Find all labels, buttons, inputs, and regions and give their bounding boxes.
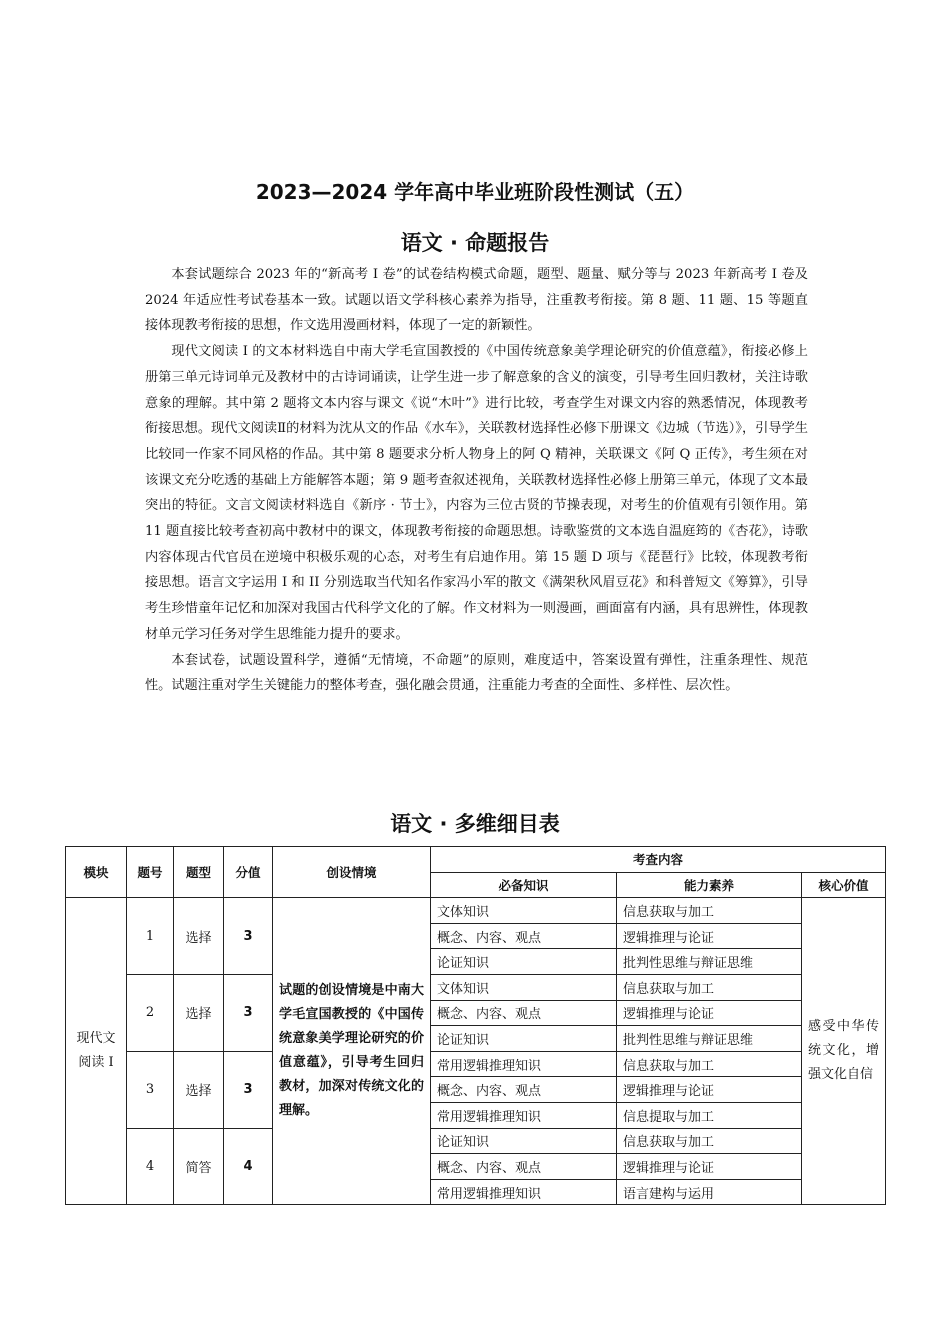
knowledge-cell: 常用逻辑推理知识 xyxy=(431,1179,617,1205)
knowledge-cell: 概念、内容、观点 xyxy=(431,1154,617,1180)
ability-cell: 批判性思维与辩证思维 xyxy=(617,1026,802,1052)
header-content: 考查内容 xyxy=(431,847,886,873)
question-type: 选择 xyxy=(174,1051,224,1128)
ability-cell: 逻辑推理与论证 xyxy=(617,1154,802,1180)
question-type: 选择 xyxy=(174,898,224,975)
knowledge-cell: 常用逻辑推理知识 xyxy=(431,1102,617,1128)
header-module: 模块 xyxy=(66,847,127,898)
question-score: 3 xyxy=(224,898,273,975)
report-paragraph: 本套试卷，试题设置科学，遵循“无情境，不命题”的原则，难度适中，答案设置有弹性，注重条理性、规范性。试题注重对学生关键能力的整体考查，强化融会贯通，注重能力考查的全面性、多样性、层次性。 xyxy=(145,652,808,694)
header-knowledge: 必备知识 xyxy=(431,872,617,898)
header-ability: 能力素养 xyxy=(617,872,802,898)
report-paragraph: 现代文阅读 I 的文本材料选自中南大学毛宣国教授的《中国传统意象美学理论研究的价值意蕴》，衔接必修上册第三单元诗词单元及教材中的古诗词诵读，让学生进一步了解意象的含义的演变，引导考生回归教材，关注诗歌意象的理解。其中第 2 题将文本内容与课文《说“木叶”》进行比较，考查学生对课文内容的熟悉情况，体现教考衔接思想。现代文阅读Ⅱ的材料为沈从文的作品《水车》，关联教材选择性必修下册课文《边城（节选）》，引导学生比较同一作家不同风格的作品。其中第 8 题要求分析人物身上的阿 Q 精神，关联课文《阿 Q 正传》，考生须在对该课文充分吃透的基础上方能解答本题；第 9 题考查叙述视角，关联教材选择性必修上册第三单元，体现了文本最突出的特征。文言文阅读材料选自《新序 · 节士》，内容为三位古贤的节操表现，对考生的价值观有引领作用。第 11 题直接比较考查初高中教材中的课文，体现教考衔接的命题思想。诗歌鉴赏的文本选自温庭筠的《杏花》，诗歌内容体现古代官员在逆境中积极乐观的心态，对考生有启迪作用。第 15 题 D 项与《琵琶行》比较，体现教考衔接思想。语言文字运用 I 和 II 分别选取当代知名作家冯小军的散文《满架秋风眉豆花》和科普短文《筹算》，引导考生珍惜童年记忆和加深对我国古代科学文化的了解。作文材料为一则漫画，画面富有内涵，具有思辨性，体现教材单元学习任务对学生思维能力提升的要求。 xyxy=(145,344,808,642)
table-row xyxy=(66,1128,886,1154)
header-type: 题型 xyxy=(174,847,224,898)
knowledge-cell: 概念、内容、观点 xyxy=(431,923,617,949)
report-body xyxy=(145,262,808,699)
header-value: 核心价值 xyxy=(802,872,886,898)
knowledge-cell: 概念、内容、观点 xyxy=(431,1000,617,1026)
ability-cell: 逻辑推理与论证 xyxy=(617,1000,802,1026)
header-score: 分值 xyxy=(224,847,273,898)
table-row xyxy=(66,1051,886,1077)
table-title: 语文 · 多维细目表 xyxy=(390,812,560,836)
scenario-cell: 试题的创设情境是中南大学毛宣国教授的《中国传统意象美学理论研究的价值意蕴》，引导考生回归教材，加深对传统文化的理解。 xyxy=(273,898,431,1205)
question-number: 2 xyxy=(127,974,174,1051)
header-number: 题号 xyxy=(127,847,174,898)
exam-title: 2023—2024 学年高中毕业班阶段性测试（五） xyxy=(255,180,695,204)
question-type: 选择 xyxy=(174,974,224,1051)
knowledge-cell: 文体知识 xyxy=(431,898,617,924)
ability-cell: 信息获取与加工 xyxy=(617,1128,802,1154)
report-paragraph: 本套试题综合 2023 年的“新高考 I 卷”的试卷结构模式命题，题型、题量、赋分等与 2023 年新高考 I 卷及 2024 年适应性考试卷基本一致。试题以语文学科核心素养为指导，注重教考衔接。第 8 题、11 题、15 等题直接体现教考衔接的思想，作文选用漫画材料，体现了一定的新颖性。 xyxy=(145,267,808,334)
ability-cell: 语言建构与运用 xyxy=(617,1179,802,1205)
question-score: 4 xyxy=(224,1128,273,1205)
question-score: 3 xyxy=(224,974,273,1051)
ability-cell: 信息提取与加工 xyxy=(617,1102,802,1128)
header-scenario: 创设情境 xyxy=(273,847,431,898)
question-number: 4 xyxy=(127,1128,174,1205)
knowledge-cell: 概念、内容、观点 xyxy=(431,1077,617,1103)
ability-cell: 信息获取与加工 xyxy=(617,1051,802,1077)
detail-table xyxy=(65,846,886,1205)
knowledge-cell: 论证知识 xyxy=(431,949,617,975)
ability-cell: 逻辑推理与论证 xyxy=(617,1077,802,1103)
table-header-row xyxy=(66,847,886,873)
knowledge-cell: 文体知识 xyxy=(431,974,617,1000)
question-number: 1 xyxy=(127,898,174,975)
question-number: 3 xyxy=(127,1051,174,1128)
question-score: 3 xyxy=(224,1051,273,1128)
table-row xyxy=(66,898,886,924)
ability-cell: 批判性思维与辩证思维 xyxy=(617,949,802,975)
knowledge-cell: 论证知识 xyxy=(431,1128,617,1154)
question-type: 简答 xyxy=(174,1128,224,1205)
ability-cell: 信息获取与加工 xyxy=(617,974,802,1000)
knowledge-cell: 常用逻辑推理知识 xyxy=(431,1051,617,1077)
ability-cell: 逻辑推理与论证 xyxy=(617,923,802,949)
module-cell: 现代文阅读 I xyxy=(66,898,127,1205)
report-title: 语文 · 命题报告 xyxy=(400,231,550,255)
table-row xyxy=(66,974,886,1000)
ability-cell: 信息获取与加工 xyxy=(617,898,802,924)
core-value-cell: 感受中华传统文化，增强文化自信 xyxy=(802,898,886,1205)
knowledge-cell: 论证知识 xyxy=(431,1026,617,1052)
